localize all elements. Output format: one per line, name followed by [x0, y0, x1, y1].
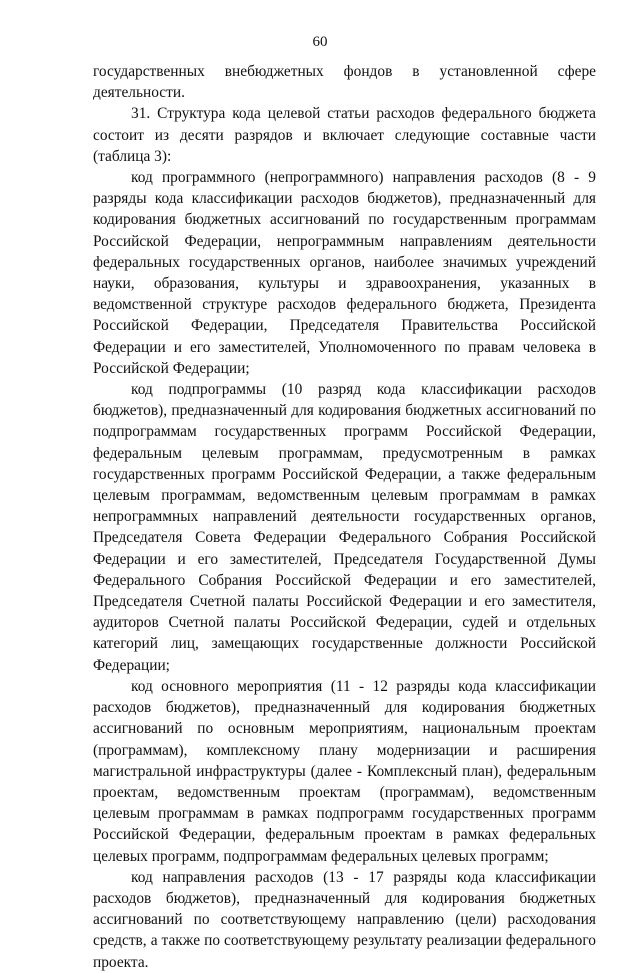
paragraph-continuation: государственных внебюджетных фондов в установленной сфере деятельности.	[93, 63, 596, 102]
paragraph-clause-31: 31. Структура кода целевой статьи расходов федерального бюджета состоит из десяти разрядов и включает следующие составные части (таблица 3):	[93, 105, 596, 165]
paragraph-main-activity-code: код основного мероприятия (11 - 12 разряды кода классификации расходов бюджетов), предназначенный для кодирования бюджетных ассигнований по основным мероприятиям, национальным проектам (программам), комплексному плану модернизации и расширения магистральной инфраструктуры (далее - Комплексный план), федеральным проектам, ведомственным проектам (программам), ведомственным целевым программам в рамках подпрограмм государственных программ Российской Федерации, федеральным проектам в рамках федеральных целевых программ, подпрограммам федеральных целевых программ;	[93, 677, 596, 865]
paragraph-expense-direction-code: код направления расходов (13 - 17 разряды кода классификации расходов бюджетов), предназначенный для кодирования бюджетных ассигнований по соответствующему направлению (цели) расходования средств, а также по соответствующему результату реализации федерального проекта.	[93, 868, 596, 971]
paragraph-program-code: код программного (непрограммного) направления расходов (8 - 9 разряды кода классификации расходов бюджетов), предназначенный для кодирования бюджетных ассигнований по государственным программам Российской Федерации, непрограммным направлениям деятельности федеральных государственных органов, наиболее значимых учреждений науки, образования, культуры и здравоохранения, указанных в ведомственной структуре расходов федерального бюджета, Президента Российской Федерации, Председателя Правительства Российской Федерации и его заместителей, Уполномоченного по правам человека в Российской Федерации;	[93, 169, 596, 377]
document-body	[93, 61, 596, 973]
paragraph-subprogram-code: код подпрограммы (10 разряд кода классификации расходов бюджетов), предназначенный для кодирования бюджетных ассигнований по подпрограммам государственных программ Российской Федерации, федеральным целевым программам, предусмотренным в рамках государственных программ Российской Федерации, а также федеральным целевым программам, ведомственным целевым программам в рамках непрограммных направлений деятельности государственных органов, Председателя Совета Федерации Федерального Собрания Российской Федерации и его заместителей, Председателя Государственной Думы Федерального Собрания Российской Федерации и его заместителей, Председателя Счетной палаты Российской Федерации и его заместителя, аудиторов Счетной палаты Российской Федерации, судей и отдельных категорий лиц, замещающих государственные должности Российской Федерации;	[93, 381, 596, 674]
page-number: 60	[312, 34, 328, 50]
